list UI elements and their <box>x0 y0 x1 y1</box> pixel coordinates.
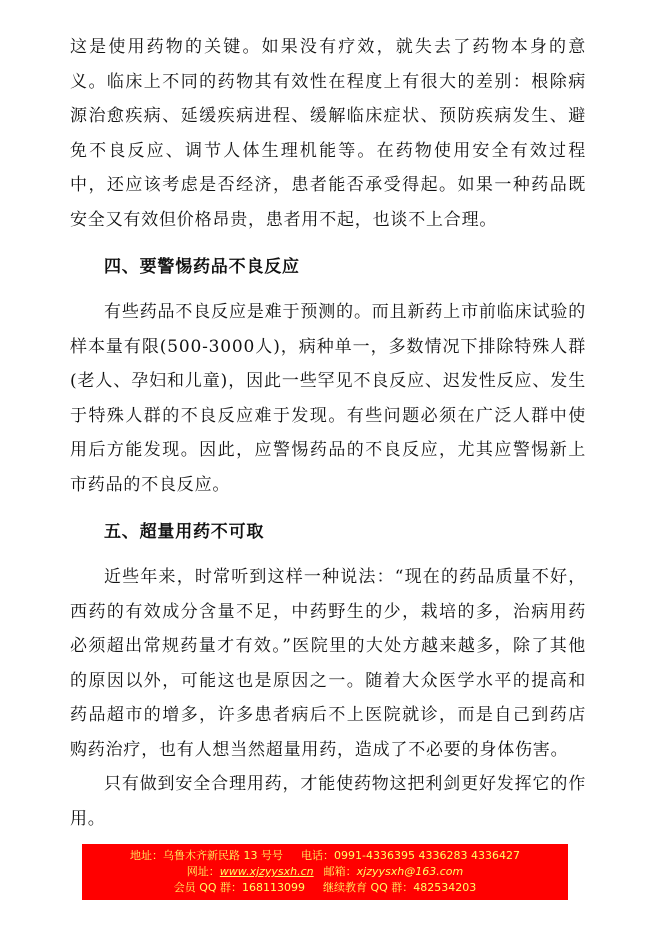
footer-email-label: 邮箱： <box>323 865 357 878</box>
footer-member-qq: 会员 QQ 群：168113099 <box>173 881 305 894</box>
paragraph-section-5b: 只有做到安全合理用药，才能使药物这把利剑更好发挥它的作用。 <box>70 774 586 829</box>
section-heading-4: 四、要警惕药品不良反应 <box>104 257 300 277</box>
footer-line-qq <box>174 880 477 896</box>
footer-line-web <box>187 864 463 880</box>
paragraph-intro: 这是使用药物的关键。如果没有疗效，就失去了药物本身的意义。临床上不同的药物其有效性在程度上有很大的差别：根除病源治愈疾病、延缓疾病进程、缓解临床症状、预防疾病发生、避免不良反应、调节人体生理机能等。在药物使用安全有效过程中，还应该考虑是否经济，患者能否承受得起。如果一种药品既安全又有效但价格昂贵，患者用不起，也谈不上合理。 <box>70 37 586 230</box>
footer-website-label: 网址： <box>186 865 220 878</box>
footer-phone: 电话：0991-4336395 4336283 4336427 <box>301 849 520 862</box>
footer-edu-qq: 继续教育 QQ 群：482534203 <box>323 881 477 894</box>
footer-website-link[interactable]: www.xjzyysxh.cn <box>219 865 314 878</box>
section-heading-5: 五、超量用药不可取 <box>104 522 265 542</box>
footer-email[interactable]: xjzyysxh@163.com <box>356 865 464 878</box>
paragraph-section-5a: 近些年来，时常听到这样一种说法：“现在的药品质量不好，西药的有效成分含量不足，中药野生的少，栽培的多，治病用药必须超出常规药量才有效。”医院里的大处方越来越多，除了其他的原因以外，可能这也是原因之一。随着大众医学水平的提高和药品超市的增多，许多患者病后不上医院就诊，而是自己到药店购药治疗，也有人想当然超量用药，造成了不必要的身体伤害。 <box>70 567 586 760</box>
paragraph-section-4: 有些药品不良反应是难于预测的。而且新药上市前临床试验的样本量有限(500-3000人)，病种单一，多数情况下排除特殊人群(老人、孕妇和儿童)，因此一些罕见不良反应、迟发性反应、发生于特殊人群的不良反应难于发现。有些问题必须在广泛人群中使用后方能发现。因此，应警惕药品的不良反应，尤其应警惕新上市药品的不良反应。 <box>70 302 586 495</box>
document-body <box>70 30 586 836</box>
footer-line-address <box>130 848 520 864</box>
footer-address: 地址：乌鲁木齐新民路 13 号号 <box>130 849 284 862</box>
contact-footer <box>82 844 568 900</box>
